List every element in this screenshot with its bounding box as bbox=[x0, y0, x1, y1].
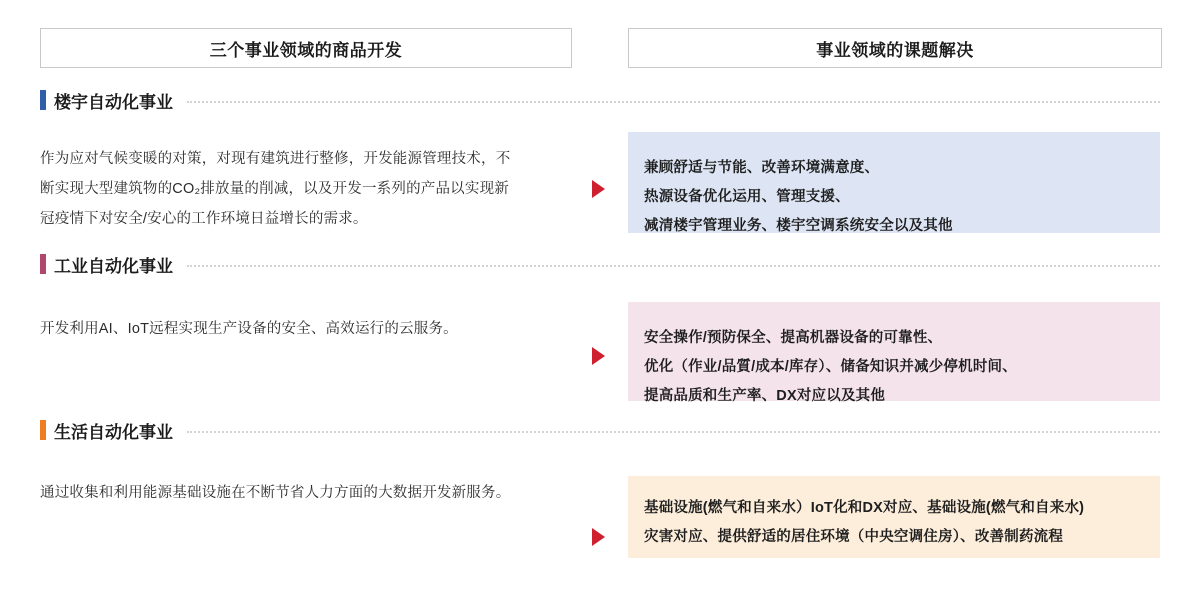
description-line: 开发利用AI、IoT远程实现生产设备的安全、高效运行的云服务。 bbox=[40, 321, 458, 337]
section-title: 工业自动化事业 bbox=[54, 256, 173, 276]
section-tick-icon bbox=[40, 90, 46, 110]
section-industrial-automation bbox=[0, 252, 1200, 410]
description-line: 通过收集和利用能源基础设施在不断节省人力方面的大数据开发新服务。 bbox=[40, 485, 511, 501]
section-description bbox=[40, 144, 570, 234]
description-line: 作为应对气候变暖的对策，对现有建筑进行整修，开发能源管理技术，不 bbox=[40, 151, 511, 167]
dotted-divider bbox=[187, 431, 1160, 434]
solution-line: 兼顾舒适与节能、改善环境满意度、 bbox=[644, 160, 880, 176]
solution-line: 提高品质和生产率、DX对应以及其他 bbox=[644, 388, 886, 404]
solution-line: 减清楼宇管理业务、楼宇空调系统安全以及其他 bbox=[644, 218, 953, 234]
section-title: 楼宇自动化事业 bbox=[54, 92, 173, 112]
section-title: 生活自动化事业 bbox=[54, 422, 173, 442]
section-description bbox=[40, 478, 570, 508]
solution-line: 灾害对应、提供舒适的居住环境（中央空调住房）、改善制药流程 bbox=[644, 529, 1064, 545]
solution-line: 热源设备优化运用、管理支援、 bbox=[644, 189, 850, 205]
solutions-box bbox=[628, 302, 1160, 404]
section-title-row bbox=[40, 252, 1160, 276]
header-left-box: 三个事业领域的商品开发 bbox=[40, 28, 572, 68]
arrow-right-icon bbox=[592, 347, 605, 365]
section-title-row bbox=[40, 418, 1160, 442]
solution-line: 基础设施(燃气和自来水）IoT化和DX对应、基础设施(燃气和自来水) bbox=[644, 500, 1085, 516]
section-description bbox=[40, 314, 570, 344]
section-tick-icon bbox=[40, 420, 46, 440]
section-tick-icon bbox=[40, 254, 46, 274]
description-line: 断实现大型建筑物的CO₂排放量的削减，以及开发一系列的产品以实现新 bbox=[40, 181, 509, 197]
header-row bbox=[0, 28, 1200, 68]
description-line: 冠疫情下对安全/安心的工作环境日益增长的需求。 bbox=[40, 211, 368, 227]
solution-line: 安全操作/预防保全、提高机器设备的可靠性、 bbox=[644, 330, 943, 346]
arrow-right-icon bbox=[592, 528, 605, 546]
section-life-automation bbox=[0, 418, 1200, 583]
solutions-box bbox=[628, 132, 1160, 233]
arrow-right-icon bbox=[592, 180, 605, 198]
dotted-divider bbox=[187, 101, 1160, 104]
solution-line: 优化（作业/品質/成本/库存）、储备知识并减少停机时间、 bbox=[644, 359, 1017, 375]
section-building-automation bbox=[0, 88, 1200, 248]
section-title-row bbox=[40, 88, 1160, 112]
header-right-box: 事业领域的课题解决 bbox=[628, 28, 1162, 68]
dotted-divider bbox=[187, 265, 1160, 268]
solutions-box bbox=[628, 476, 1160, 558]
